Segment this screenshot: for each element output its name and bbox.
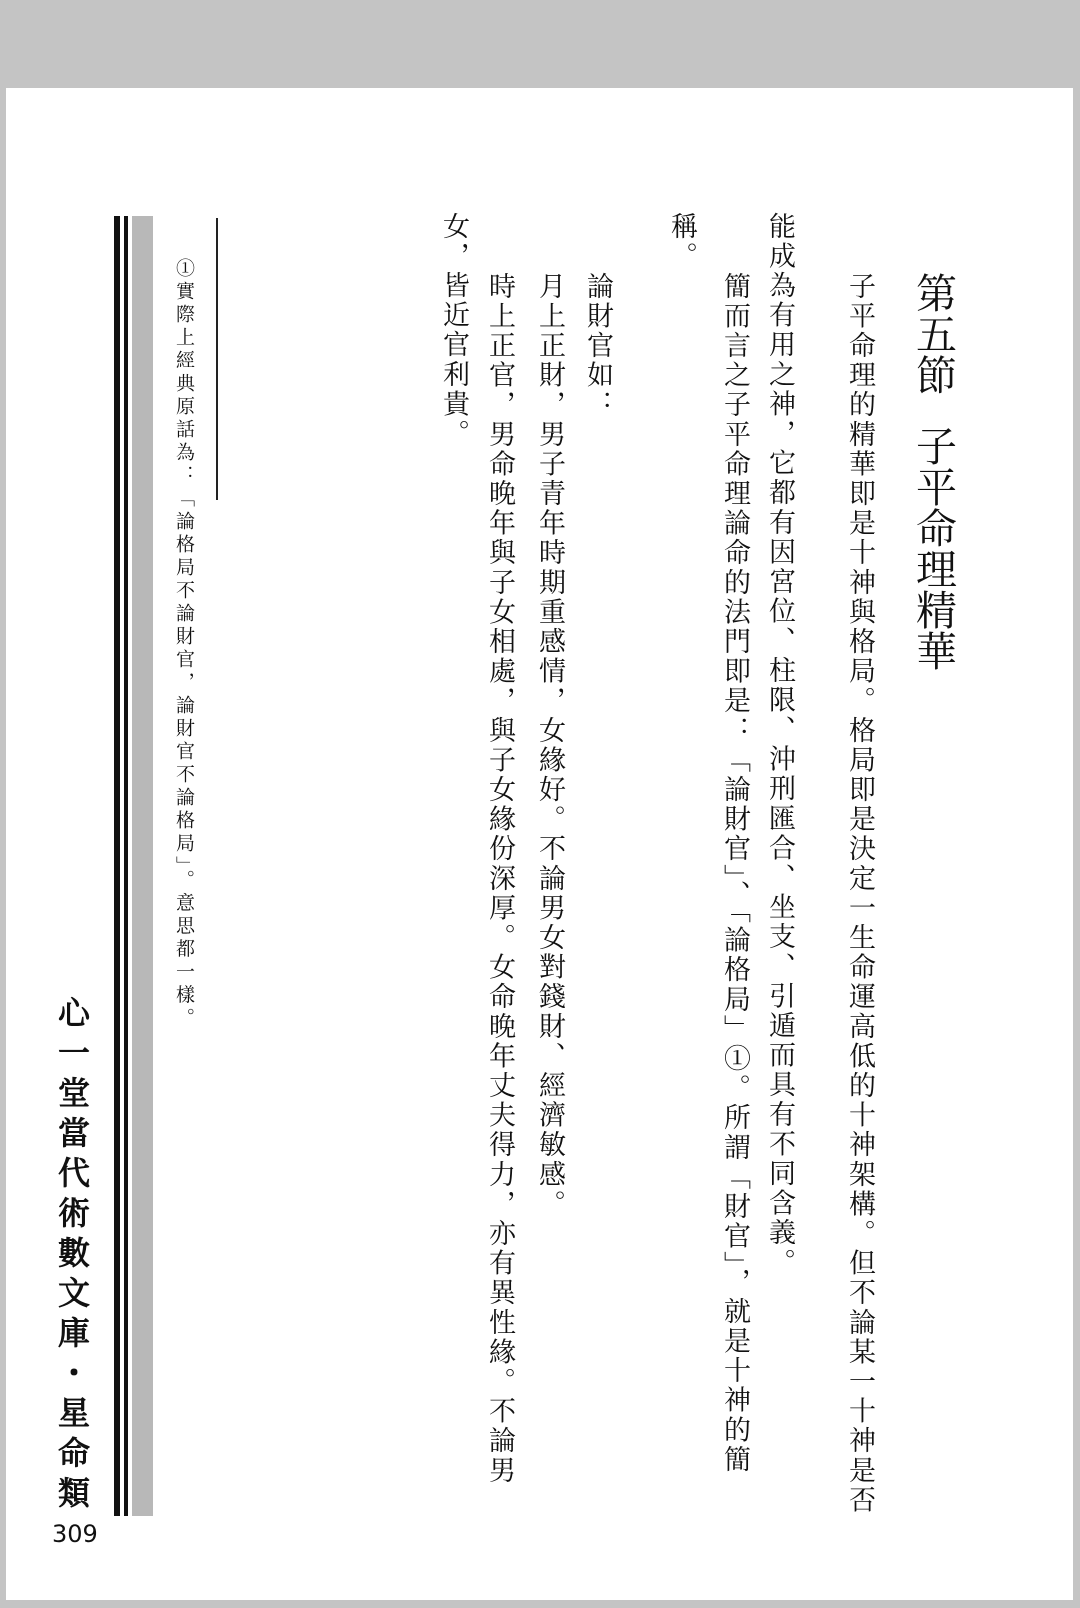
book-page bbox=[6, 88, 1073, 1600]
body-line: 稱。 bbox=[666, 212, 697, 272]
body-line: 能成為有用之神，它都有因宮位、柱限、沖刑匯合、坐支、引遁而具有不同含義。 bbox=[764, 212, 795, 1278]
body-line: 月上正財，男子青年時期重感情，女緣好。不論男女對錢財、經濟敏感。 bbox=[534, 272, 565, 1220]
section-number: 第五節 bbox=[909, 272, 957, 395]
footnote: ①實際上經典原話為：「論格局不論財官，論財官不論格局」。意思都一樣。 bbox=[173, 258, 195, 1031]
section-title bbox=[909, 272, 957, 671]
footnote-divider bbox=[216, 218, 218, 500]
body-line: 簡而言之子平命理論命的法門即是：「論財官」、「論格局」①。所謂「財官」，就是十神的簡 bbox=[719, 272, 750, 1475]
series-title: 心一堂當代術數文庫・星命類 bbox=[53, 996, 91, 1516]
page-number: 309 bbox=[52, 1520, 98, 1548]
margin-rule-thin bbox=[124, 216, 128, 1516]
margin-band bbox=[132, 216, 153, 1516]
section-name: 子平命理精華 bbox=[909, 425, 957, 671]
body-line: 論財官如： bbox=[582, 272, 613, 420]
body-line: 子平命理的精華即是十神與格局。格局即是決定一生命運高低的十神架構。但不論某一十神是否 bbox=[844, 272, 875, 1516]
margin-rule-thick bbox=[114, 216, 120, 1516]
body-line: 女，皆近官利貴。 bbox=[438, 212, 469, 449]
body-line: 時上正官，男命晚年與子女相處，與子女緣份深厚。女命晚年丈夫得力，亦有異性緣。不論男 bbox=[484, 272, 515, 1486]
